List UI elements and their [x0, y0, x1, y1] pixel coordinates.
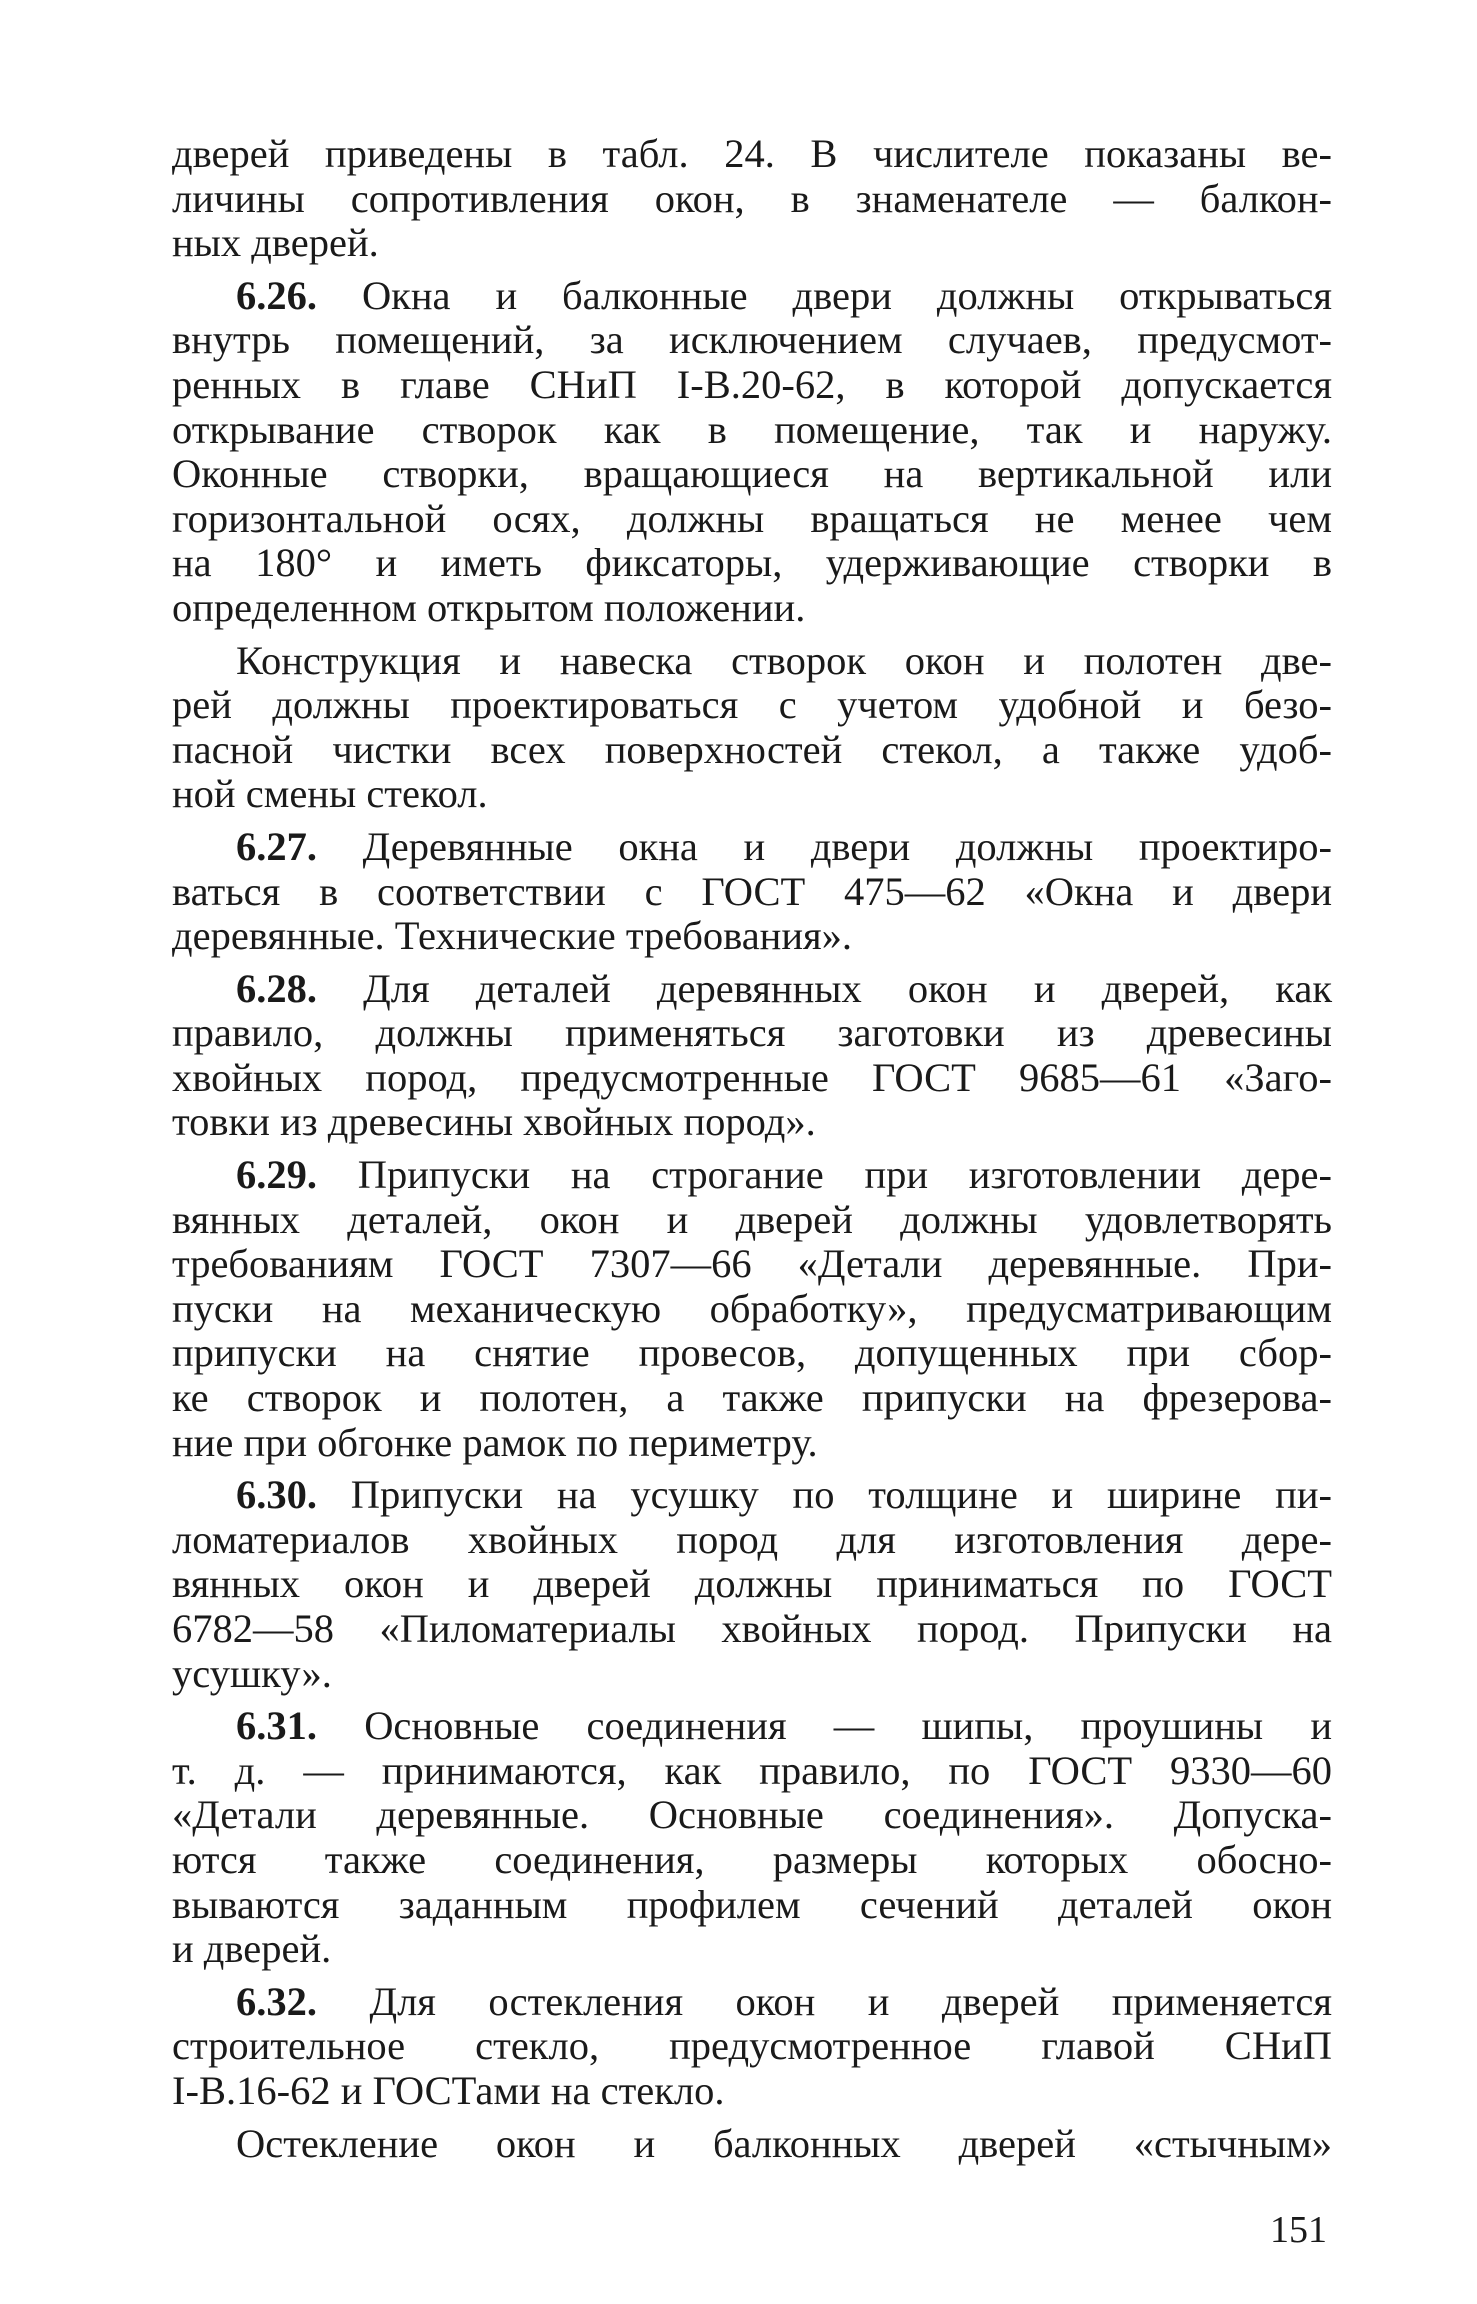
- text-line: ломатериалов хвойных пород для изготовления дере-: [172, 1516, 1332, 1562]
- text-line: т. д. — принимаются, как правило, по ГОСТ 9330—60: [172, 1747, 1332, 1793]
- text-line: вянных деталей, окон и дверей должны удовлетворять: [172, 1196, 1332, 1242]
- text-line: определенном открытом положении.: [172, 584, 806, 630]
- text-line: вываются заданным профилем сечений деталей окон: [172, 1881, 1332, 1927]
- text-line: «Детали деревянные. Основные соединения». Допуска-: [172, 1792, 1332, 1838]
- body-text: [172, 132, 1332, 2166]
- text-line: ных дверей.: [172, 220, 379, 266]
- text-line: правило, должны применяться заготовки из древесины: [172, 1010, 1332, 1056]
- text-line: пасной чистки всех поверхностей стекол, а также удоб-: [172, 726, 1332, 772]
- text-line: припуски на снятие провесов, допущенных при сбор-: [172, 1330, 1332, 1376]
- text-line: хвойных пород, предусмотренные ГОСТ 9685—61 «Заго-: [172, 1054, 1332, 1100]
- clause-6-32-first-line: [172, 1980, 1332, 2025]
- text-line: ной смены стекол.: [172, 771, 488, 817]
- text-line: личины сопротивления окон, в знаменателе — балкон-: [172, 175, 1332, 221]
- text-fragment: Припуски на строгание при изготовлении дере-: [357, 1152, 1333, 1198]
- text-line: открывание створок как в помещение, так и наружу.: [172, 406, 1332, 452]
- text-line: пуски на механическую обработку», предусматривающим: [172, 1285, 1332, 1331]
- text-line: вянных окон и дверей должны приниматься по ГОСТ: [172, 1561, 1332, 1607]
- clause-6-29-first-line: [172, 1153, 1332, 1198]
- clause-number: 6.29.: [236, 1152, 317, 1198]
- clause-number: 6.26.: [236, 272, 317, 318]
- text-line: 6782—58 «Пиломатериалы хвойных пород. Припуски на: [172, 1606, 1332, 1651]
- text-line: внутрь помещений, за исключением случаев, предусмот-: [172, 317, 1332, 363]
- text-line: требованиям ГОСТ 7307—66 «Детали деревянные. При-: [172, 1241, 1332, 1287]
- text-fragment: Для остекления окон и дверей применяется: [369, 1978, 1333, 2024]
- text-line: Конструкция и навеска створок окон и полотен две-: [236, 637, 1332, 683]
- text-fragment: Для деталей деревянных окон и дверей, как: [363, 965, 1332, 1011]
- text-line: и дверей.: [172, 1926, 332, 1972]
- text-line: строительное стекло, предусмотренное главой СНиП: [172, 2023, 1332, 2069]
- clause-6-27-first-line: [172, 825, 1332, 870]
- clause-number: 6.30.: [236, 1472, 317, 1518]
- text-line: I-В.16-62 и ГОСТами на стекло.: [172, 2067, 725, 2113]
- text-line: Остекление окон и балконных дверей «стычным»: [236, 2120, 1332, 2166]
- text-line: дверей приведены в табл. 24. В числителе показаны ве-: [172, 131, 1332, 176]
- clause-number: 6.27.: [236, 823, 317, 869]
- text-fragment: Окна и балконные двери должны открываться: [361, 272, 1333, 318]
- text-line: ются также соединения, размеры которых обосно-: [172, 1836, 1332, 1882]
- text-line: на 180° и иметь фиксаторы, удерживающие створки в: [172, 540, 1332, 586]
- text-line: горизонтальной осях, должны вращаться не менее чем: [172, 495, 1332, 541]
- page-number: 151: [1270, 2209, 1327, 2251]
- clause-6-26-first-line: [172, 274, 1332, 319]
- clause-6-28-first-line: [172, 967, 1332, 1012]
- text-line: ваться в соответствии с ГОСТ 475—62 «Окна и двери: [172, 868, 1332, 914]
- text-line: товки из древесины хвойных пород».: [172, 1099, 816, 1145]
- clause-6-30-first-line: [172, 1473, 1332, 1518]
- text-fragment: Основные соединения — шипы, проушины и: [364, 1703, 1332, 1749]
- text-line: ренных в главе СНиП I-В.20-62, в которой допускается: [172, 361, 1332, 407]
- text-line: ке створок и полотен, а также припуски на фрезерова-: [172, 1375, 1332, 1421]
- text-line: Оконные створки, вращающиеся на вертикальной или: [172, 451, 1332, 497]
- clause-6-31-first-line: [172, 1704, 1332, 1749]
- text-fragment: Деревянные окна и двери должны проектиро-: [362, 823, 1332, 869]
- clause-number: 6.28.: [236, 965, 317, 1011]
- text-line: деревянные. Технические требования».: [172, 913, 853, 959]
- text-fragment: Припуски на усушку по толщине и ширине пи-: [350, 1472, 1332, 1518]
- clause-number: 6.32.: [236, 1978, 317, 2024]
- clause-number: 6.31.: [236, 1703, 317, 1749]
- text-line: усушку».: [172, 1650, 332, 1696]
- text-line: рей должны проектироваться с учетом удобной и безо-: [172, 682, 1332, 728]
- text-line: ние при обгонке рамок по периметру.: [172, 1419, 818, 1465]
